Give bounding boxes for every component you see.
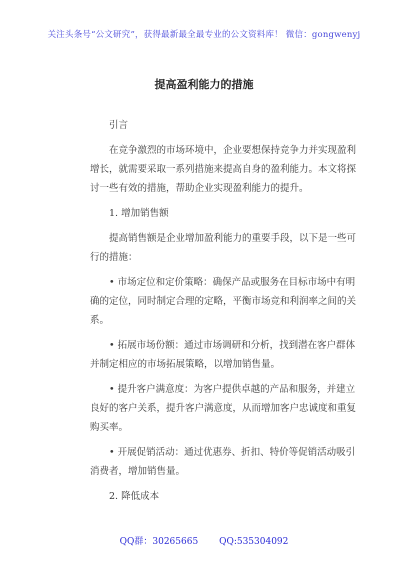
section-heading-reduce-costs: 2. 降低成本	[109, 491, 160, 502]
bullet-item: • 提升客户满意度：为客户提供卓越的产品和服务，并建立良好的客户关系，提升客户满意度，从而增加客户忠诚度和重复购买率。	[90, 384, 357, 433]
bullet-item: • 拓展市场份额：通过市场调研和分析，找到潜在客户群体并制定相应的市场拓展策略，以增加销售量。	[90, 340, 356, 370]
document-title: 提高盈利能力的措施	[154, 78, 254, 91]
page-header-banner: 关注头条号“公文研究”，获得最新最全最专业的公文资料库！ 微信：gongwenyj	[47, 30, 361, 40]
section-heading-increase-sales: 1. 增加销售额	[109, 208, 169, 219]
body-paragraph: 在竞争激烈的市场环境中，企业要想保持竞争力并实现盈利增长，就需要采取一系列措施来提高自身的盈利能力。本文将探讨一些有效的措施，帮助企业实现盈利能力的提升。	[90, 145, 357, 194]
footer-qq: QQ:535304092	[219, 537, 289, 547]
body-paragraph: 提高销售额是企业增加盈利能力的重要手段，以下是一些可行的措施：	[90, 233, 357, 263]
footer-qq-group: QQ群：30265665	[119, 537, 199, 547]
page-footer	[0, 534, 408, 547]
section-heading-intro: 引言	[109, 120, 129, 131]
bullet-item: • 开展促销活动：通过优惠券、折扣、特价等促销活动吸引消费者，增加销售量。	[90, 447, 356, 477]
bullet-item: • 市场定位和定价策略：确保产品或服务在目标市场中有明确的定位，同时制定合理的定略，平衡市场竞和利润率之间的关系。	[90, 277, 357, 326]
document-body	[90, 116, 360, 512]
